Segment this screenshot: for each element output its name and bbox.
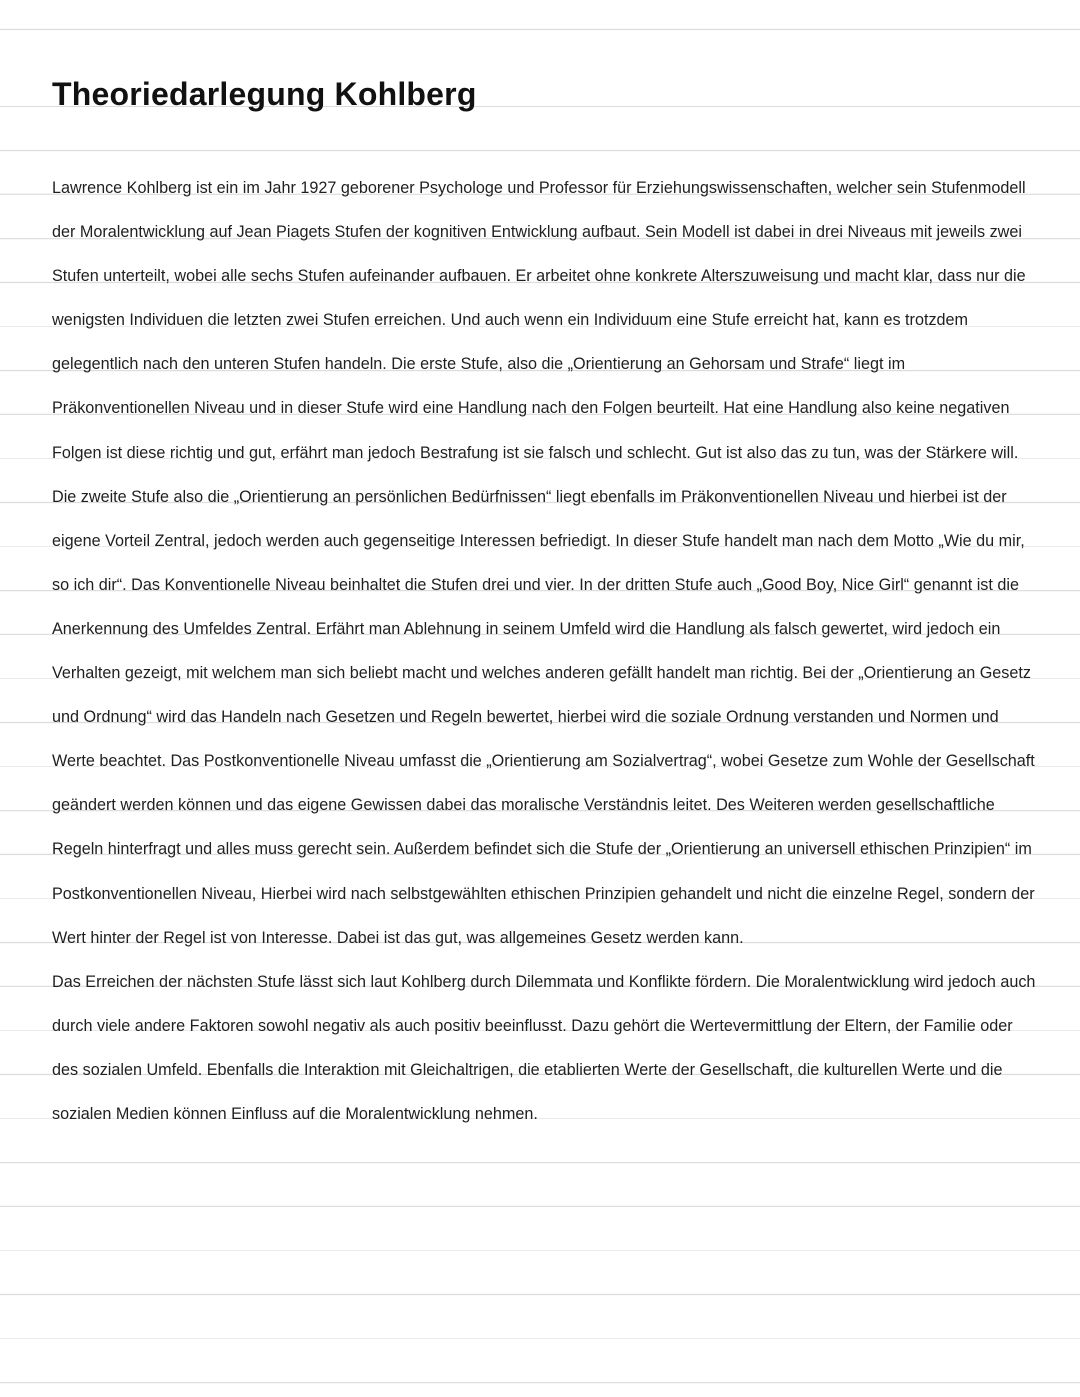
paragraph-1: Lawrence Kohlberg ist ein im Jahr 1927 geborener Psychologe und Professor für Erziehungswissenschaften, welcher sein Stufenmodell der Moralentwicklung auf Jean Piagets Stufen der kognitiven Entwicklung aufbaut. Sein Modell ist dabei in drei Niveaus mit jeweils zwei Stufen unterteilt, wobei alle sechs Stufen aufeinander aufbauen. Er arbeitet ohne konkrete Alterszuweisung und macht klar, dass nur die wenigsten Individuen die letzten zwei Stufen erreichen. Und auch wenn ein Individuum eine Stufe erreicht hat, kann es trotzdem gelegentlich nach den unteren Stufen handeln. Die erste Stufe, also die „Orientierung an Gehorsam und Strafe“ liegt im Präkonventionellen Niveau und in dieser Stufe wird eine Handlung nach den Folgen beurteilt. Hat eine Handlung also keine negativen Folgen ist diese richtig und gut, erfährt man jedoch Bestrafung ist sie falsch und schlecht. Gut ist also das zu tun, was der Stärkere will. Die zweite Stufe also die „Orientierung an persönlichen Bedürfnissen“ liegt ebenfalls im Präkonventionellen Niveau und hierbei ist der eigene Vorteil Zentral, jedoch werden auch gegenseitige Interessen befriedigt. In dieser Stufe handelt man nach dem Motto „Wie du mir, so ich dir“. Das Konventionelle Niveau beinhaltet die Stufen drei und vier. In der dritten Stufe auch „Good Boy, Nice Girl“ genannt ist die Anerkennung des Umfeldes Zentral. Erfährt man Ablehnung in seinem Umfeld wird die Handlung als falsch gewertet, wird jedoch ein Verhalten gezeigt, mit welchem man sich beliebt macht und welches anderen gefällt handelt man richtig. Bei der „Orientierung an Gesetz und Ordnung“ wird das Handeln nach Gesetzen und Regeln bewertet, hierbei wird die soziale Ordnung verstanden und Normen und Werte beachtet. Das Postkonventionelle Niveau umfasst die „Orientierung am Sozialvertrag“, wobei Gesetze zum Wohle der Gesellschaft geändert werden können und das eigene Gewissen dabei das moralische Verständnis leitet. Des Weiteren werden gesellschaftliche Regeln hinterfragt und alles muss gerecht sein. Außerdem befindet sich die Stufe der „Orientierung an universell ethischen Prinzipien“ im Postkonventionellen Niveau, Hierbei wird nach selbstgewählten ethischen Prinzipien gehandelt und nicht die einzelne Regel, sondern der Wert hinter der Regel ist von Interesse. Dabei ist das gut, was allgemeines Gesetz werden kann. xyxy=(52,179,1035,947)
document-body xyxy=(52,166,1042,1136)
title-rule-lower xyxy=(0,150,1080,151)
paragraph-2: Das Erreichen der nächsten Stufe lässt sich laut Kohlberg durch Dilemmata und Konflikte fördern. Die Moralentwicklung wird jedoch auch durch viele andere Faktoren sowohl negativ als auch positiv beeinflusst. Dazu gehört die Wertevermittlung der Eltern, der Familie oder des sozialen Umfeld. Ebenfalls die Interaktion mit Gleichaltrigen, die etablierten Werte der Gesellschaft, die kulturellen Werte und die sozialen Medien können Einfluss auf die Moralentwicklung nehmen. xyxy=(52,972,1036,1123)
document-title: Theoriedarlegung Kohlberg xyxy=(52,76,477,112)
